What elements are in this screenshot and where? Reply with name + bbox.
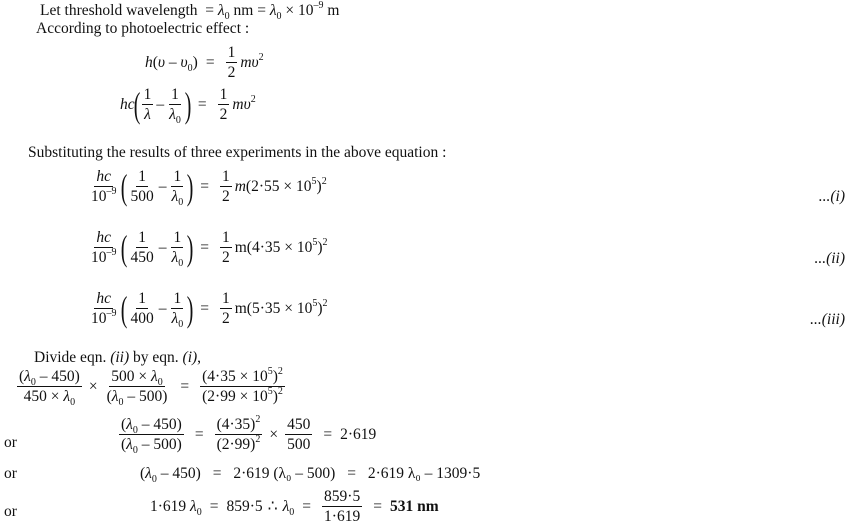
eq-tag-1: ...(i) <box>818 188 845 205</box>
ratio-value-d: 500 <box>287 436 311 453</box>
ratio-value-a: 4·35 <box>221 416 251 433</box>
final-constant: 859·5 <box>226 497 263 515</box>
experiment-equation-2: $\frac{hc}{10^{-9}}$ ( $\frac{1}{450}$ – $\frac{1}{\lambda_0}$ ) = $\frac{1}{2}$ $m(4\cdot 35 \times 10^5)^2$ <box>91 227 328 269</box>
ratio-value-b: 2·99 <box>221 436 251 453</box>
final-equation: 1·619 $\lambda_0$ = 859·5 ∴ $\lambda_0$ = $\frac{859\cdot 5}{1\cdot 619}$ = 531 nm <box>150 488 439 525</box>
final-coefficient: 1·619 <box>150 497 187 515</box>
wavelength-1: 500 <box>130 188 154 205</box>
or-label-1: or <box>4 434 17 451</box>
velocity-2: 4·35 <box>251 238 281 256</box>
eq-tag-2: ...(ii) <box>814 250 845 267</box>
ratio-value-c: 450 <box>287 416 311 433</box>
ratio-equation: $\frac{(\lambda_0 - 450)}{450 \times \lambda_0}$ × $\frac{500 \times \lambda_0}{(\lambda_0 - 500)}$ = $\frac{(4\cdot 35 \times 10^5)^2}{(2\cdot 99 \times 10^5)^2}$ <box>19 366 283 408</box>
eq-tag-3: ...(iii) <box>810 311 845 328</box>
threshold-label: Let threshold wavelength <box>40 2 198 19</box>
wavelength-3: 400 <box>130 310 154 327</box>
final-denominator: 1·619 <box>324 508 361 525</box>
linear-rhs-2: 2·619 λ₀ – 1309·5 <box>367 465 481 482</box>
photoelectric-equation: $h(\upsilon - \upsilon_0)$ = $\frac{1}{2}$ $m\upsilon^2$ <box>145 44 264 81</box>
experiment-equation-3: $\frac{hc}{10^{-9}}$ ( $\frac{1}{400}$ – $\frac{1}{\lambda_0}$ ) = $\frac{1}{2}$ $m(5\cdot 35 \times 10^5)^2$ <box>91 288 328 330</box>
final-answer: 531 nm <box>389 497 439 515</box>
experiment-equation-1: $\frac{hc}{10^{-9}}$ ( $\frac{1}{500}$ – $\frac{1}{\lambda_0}$ ) = $\frac{1}{2}$ $m(2\cdot 55 \times 10^5)^2$ <box>91 166 327 208</box>
substitution-label: Substituting the results of three experiments in the above equation : <box>28 144 447 161</box>
velocity-1: 2·55 <box>251 177 280 195</box>
simplified-ratio-equation: $\frac{(\lambda_0 - 450)}{(\lambda_0 - 500)}$ = $\frac{(4\cdot 35)^2}{(2\cdot 99)^2}$ × $\frac{450}{500}$ = 2·619 <box>121 414 377 456</box>
effect-label: According to photoelectric effect : <box>36 20 250 37</box>
wavelength-2: 450 <box>130 249 154 266</box>
velocity-3: 5·35 <box>251 299 281 317</box>
or-label-3: or <box>4 503 17 520</box>
divide-instruction: Divide eqn. (ii) by eqn. (i), <box>34 349 202 366</box>
divide-by-label: by eqn. <box>133 349 179 366</box>
threshold-definition: Let threshold wavelength = $\lambda_0$ nm = $\lambda_0 \times 10^{-9}$ m <box>40 0 340 22</box>
linear-equation: $(\lambda_0 - 450) = 2\cdot 619$ (λ₀ – 500) = 2·619 λ₀ – 1309·5 <box>140 465 481 485</box>
linear-rhs-1: 2·619 (λ₀ – 500) <box>233 465 336 482</box>
divide-label: Divide eqn. <box>34 349 107 366</box>
final-numerator: 859·5 <box>324 488 361 505</box>
ratio-result: 2·619 <box>340 425 377 443</box>
wavelength-equation: hc ( $\frac{1}{\lambda}$ – $\frac{1}{\lambda_0}$ ) = $\frac{1}{2}$ $m\upsilon^2$ <box>120 84 256 126</box>
or-label-2: or <box>4 465 17 482</box>
